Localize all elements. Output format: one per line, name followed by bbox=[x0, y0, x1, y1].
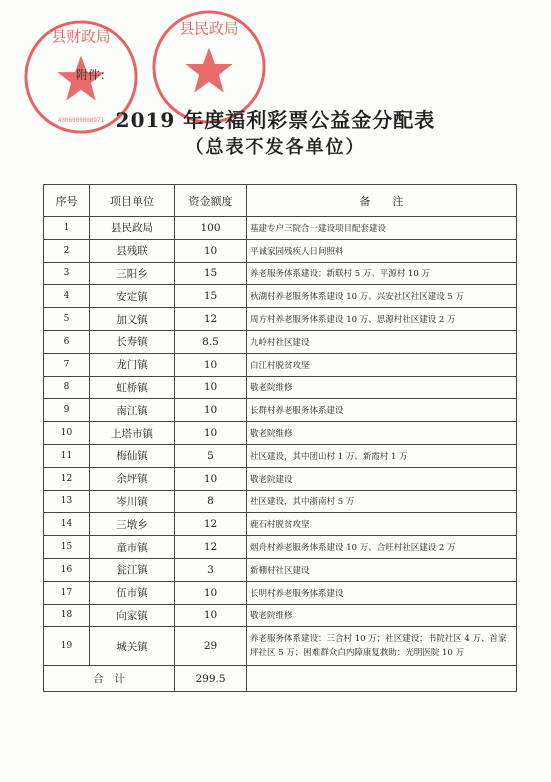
table-row bbox=[44, 217, 517, 240]
total-amount: 299.5 bbox=[175, 666, 247, 692]
total-label: 合 计 bbox=[44, 666, 175, 692]
total-row bbox=[44, 666, 517, 692]
row-number: 8 bbox=[44, 376, 90, 399]
row-unit: 虹桥镇 bbox=[90, 376, 175, 399]
row-amount: 10 bbox=[175, 239, 247, 262]
row-note: 敬老院维修 bbox=[247, 422, 517, 445]
header-no: 序号 bbox=[44, 185, 90, 217]
row-amount: 8 bbox=[175, 490, 247, 513]
row-number: 2 bbox=[44, 239, 90, 262]
row-note: 平诚家园残疾人日间照料 bbox=[247, 239, 517, 262]
row-amount: 5 bbox=[175, 444, 247, 467]
row-unit: 三阳乡 bbox=[90, 262, 175, 285]
row-unit: 长寿镇 bbox=[90, 330, 175, 353]
row-unit: 向家镇 bbox=[90, 604, 175, 627]
row-note: 养老服务体系建设：三合村 10 万；社区建设：书院社区 4 万、首家坪社区 5 万；困难群众白内障康复救助：光明医院 10 万 bbox=[247, 627, 517, 666]
table-row bbox=[44, 627, 517, 666]
row-amount: 10 bbox=[175, 581, 247, 604]
row-amount: 10 bbox=[175, 353, 247, 376]
seal-text: 县财政局 bbox=[51, 28, 111, 46]
row-note: 长群村养老服务体系建设 bbox=[247, 399, 517, 422]
row-unit: 童市镇 bbox=[90, 536, 175, 559]
row-number: 6 bbox=[44, 330, 90, 353]
row-unit: 梅仙镇 bbox=[90, 444, 175, 467]
row-number: 3 bbox=[44, 262, 90, 285]
table-row bbox=[44, 444, 517, 467]
row-number: 10 bbox=[44, 422, 90, 445]
row-number: 16 bbox=[44, 558, 90, 581]
row-amount: 10 bbox=[175, 467, 247, 490]
total-note bbox=[247, 666, 517, 692]
row-note: 敬老院维修 bbox=[247, 604, 517, 627]
table-row bbox=[44, 262, 517, 285]
row-number: 5 bbox=[44, 308, 90, 331]
row-unit: 县民政局 bbox=[90, 217, 175, 240]
header-amount: 资金额度 bbox=[175, 185, 247, 217]
row-number: 17 bbox=[44, 581, 90, 604]
row-amount: 15 bbox=[175, 262, 247, 285]
table-row bbox=[44, 490, 517, 513]
row-number: 7 bbox=[44, 353, 90, 376]
table-row bbox=[44, 308, 517, 331]
row-number: 12 bbox=[44, 467, 90, 490]
row-number: 11 bbox=[44, 444, 90, 467]
attachment-label: 附件： bbox=[76, 68, 113, 82]
row-number: 4 bbox=[44, 285, 90, 308]
row-unit: 南江镇 bbox=[90, 399, 175, 422]
header-unit: 项目单位 bbox=[90, 185, 175, 217]
row-number: 13 bbox=[44, 490, 90, 513]
row-amount: 10 bbox=[175, 376, 247, 399]
row-unit: 余坪镇 bbox=[90, 467, 175, 490]
page-title: 2019 年度福利彩票公益金分配表 bbox=[115, 108, 436, 132]
row-amount: 10 bbox=[175, 422, 247, 445]
page-subtitle: （总表不发各单位） bbox=[185, 137, 366, 158]
row-unit: 瓮江镇 bbox=[90, 558, 175, 581]
table-row bbox=[44, 558, 517, 581]
row-number: 18 bbox=[44, 604, 90, 627]
row-unit: 岑川镇 bbox=[90, 490, 175, 513]
table-row bbox=[44, 536, 517, 559]
row-note: 新棚村社区建设 bbox=[247, 558, 517, 581]
row-note: 长明村养老服务体系建设 bbox=[247, 581, 517, 604]
row-amount: 8.5 bbox=[175, 330, 247, 353]
table-row bbox=[44, 353, 517, 376]
table-row bbox=[44, 513, 517, 536]
row-unit: 加义镇 bbox=[90, 308, 175, 331]
row-unit: 安定镇 bbox=[90, 285, 175, 308]
row-amount: 12 bbox=[175, 308, 247, 331]
row-number: 19 bbox=[44, 627, 90, 666]
row-note: 烟舟村养老服务体系建设 10 万、合旺村社区建设 2 万 bbox=[247, 536, 517, 559]
table-row bbox=[44, 467, 517, 490]
row-unit: 三墩乡 bbox=[90, 513, 175, 536]
table-row bbox=[44, 239, 517, 262]
row-note: 九岭村社区建设 bbox=[247, 330, 517, 353]
row-amount: 12 bbox=[175, 536, 247, 559]
row-amount: 3 bbox=[175, 558, 247, 581]
row-note: 社区建设，其中团山村 1 万、新霞村 1 万 bbox=[247, 444, 517, 467]
row-note: 社区建设，其中浙南村 5 万 bbox=[247, 490, 517, 513]
row-amount: 15 bbox=[175, 285, 247, 308]
row-unit: 伍市镇 bbox=[90, 581, 175, 604]
table-row bbox=[44, 604, 517, 627]
row-note: 秋湖村养老服务体系建设 10 万、兴安社区社区建设 5 万 bbox=[247, 285, 517, 308]
row-note: 敬老院维修 bbox=[247, 376, 517, 399]
table-row bbox=[44, 581, 517, 604]
svg-text:4306000008971: 4306000008971 bbox=[57, 118, 105, 125]
row-unit: 城关镇 bbox=[90, 627, 175, 666]
row-note: 白江村脱贫攻坚 bbox=[247, 353, 517, 376]
row-note: 鹿石村脱贫攻坚 bbox=[247, 513, 517, 536]
row-amount: 10 bbox=[175, 604, 247, 627]
table-row bbox=[44, 376, 517, 399]
seal-text: 县民政局 bbox=[179, 20, 239, 38]
row-number: 1 bbox=[44, 217, 90, 240]
table-row bbox=[44, 399, 517, 422]
row-note: 敬老院建设 bbox=[247, 467, 517, 490]
row-unit: 龙门镇 bbox=[90, 353, 175, 376]
table-row bbox=[44, 422, 517, 445]
table-header-row bbox=[44, 185, 517, 217]
row-amount: 12 bbox=[175, 513, 247, 536]
row-unit: 上塔市镇 bbox=[90, 422, 175, 445]
row-number: 14 bbox=[44, 513, 90, 536]
row-unit: 县残联 bbox=[90, 239, 175, 262]
row-note: 周方村养老服务体系建设 10 万、思源村社区建设 2 万 bbox=[247, 308, 517, 331]
table-row bbox=[44, 330, 517, 353]
row-number: 15 bbox=[44, 536, 90, 559]
allocation-table bbox=[43, 184, 517, 692]
row-note: 养老服务体系建设：新联村 5 万、平源村 10 万 bbox=[247, 262, 517, 285]
row-amount: 10 bbox=[175, 399, 247, 422]
row-note: 基建专户三院合一建设项目配套建设 bbox=[247, 217, 517, 240]
table-row bbox=[44, 285, 517, 308]
header-note: 备 注 bbox=[247, 185, 517, 217]
row-amount: 29 bbox=[175, 627, 247, 666]
row-number: 9 bbox=[44, 399, 90, 422]
row-amount: 100 bbox=[175, 217, 247, 240]
